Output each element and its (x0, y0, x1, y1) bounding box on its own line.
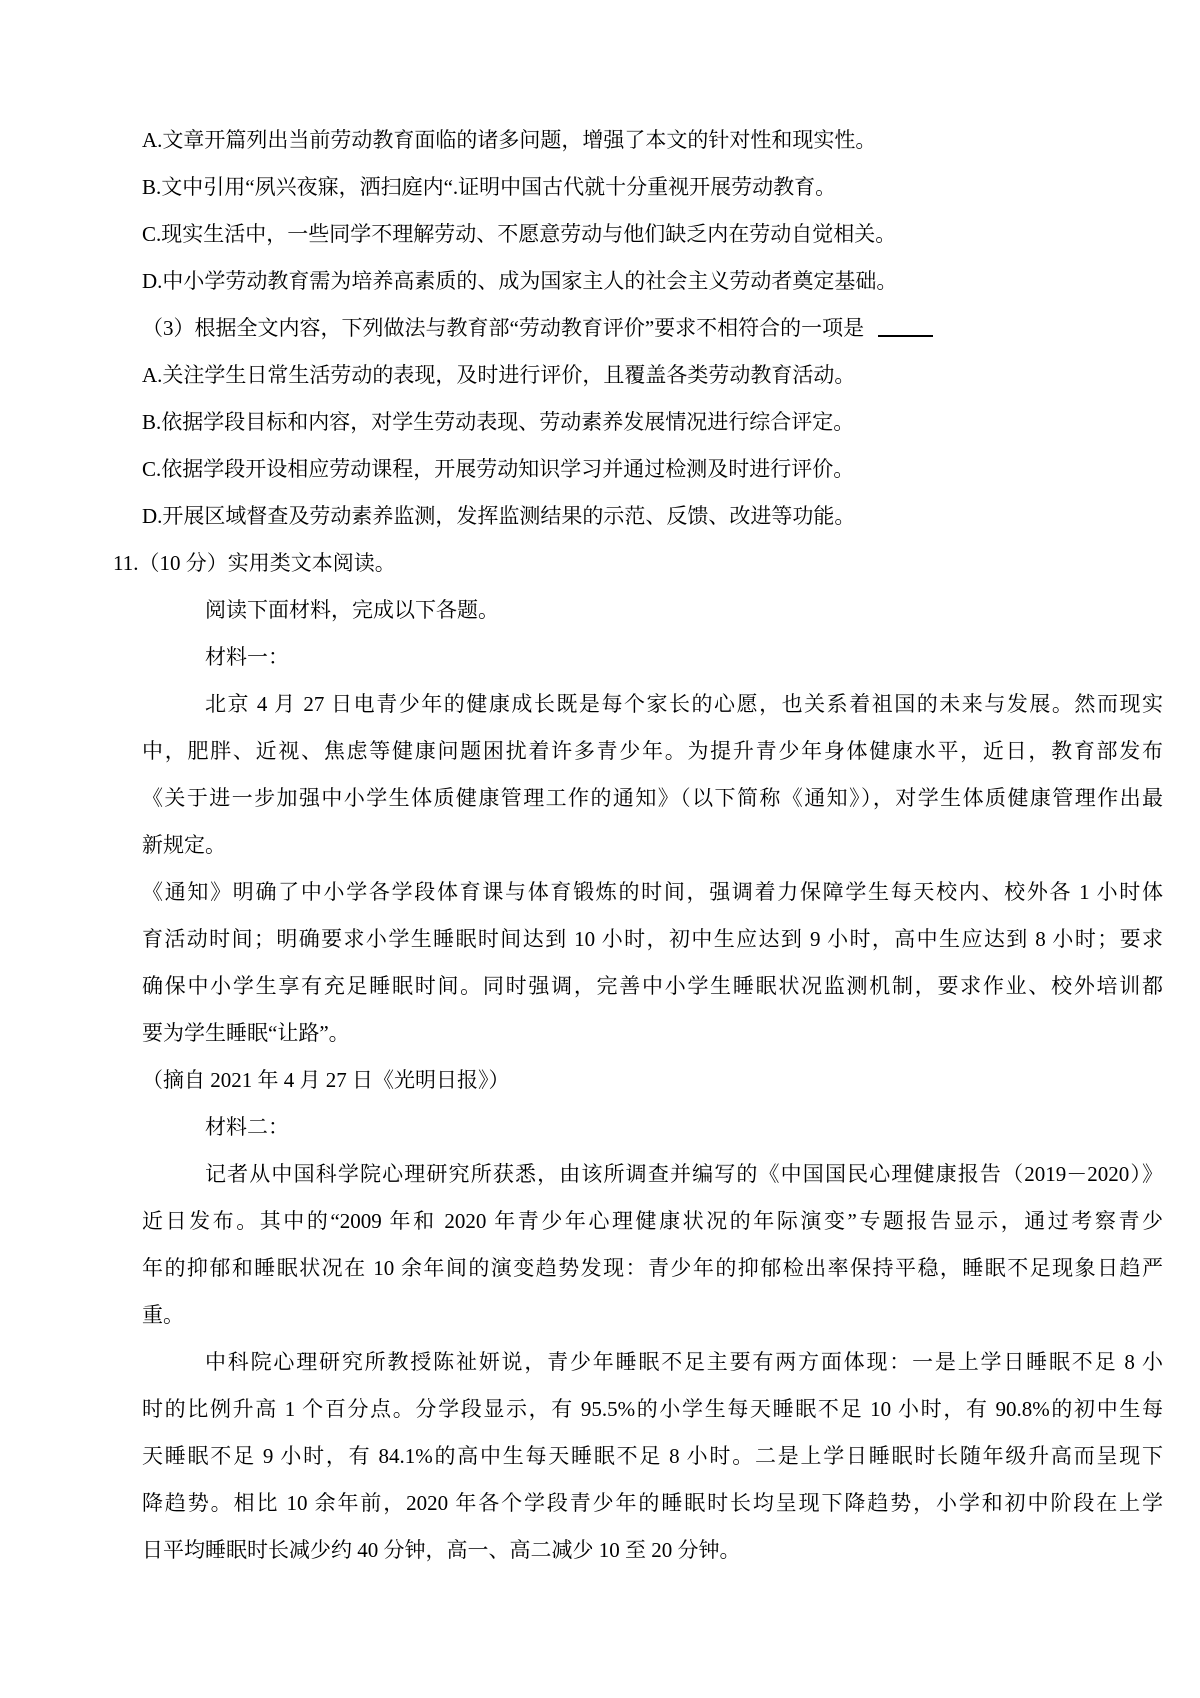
line-text: A.关注学生日常生活劳动的表现，及时进行评价，且覆盖各类劳动教育活动。 (142, 363, 856, 387)
material-1-source (142, 1057, 1163, 1104)
material-2-para-1-line-2 (142, 1198, 1163, 1245)
material-1-para-1-line-4 (142, 822, 1163, 869)
material-2-para-1-line-1 (205, 1151, 1163, 1198)
line-text: 日平均睡眠时长减少约 40 分钟，高一、高二减少 10 至 20 分钟。 (142, 1538, 741, 1562)
material-2-para-2-line-5 (142, 1527, 1163, 1574)
material-1-para-2-line-2 (142, 916, 1163, 963)
line-text: 记者从中国科学院心理研究所获悉，由该所调查并编写的《中国国民心理健康报告（2019－2020）》 (205, 1162, 1163, 1186)
material-2-para-1-line-4 (142, 1292, 1163, 1339)
line-text: 年的抑郁和睡眠状况在 10 余年间的演变趋势发现：青少年的抑郁检出率保持平稳，睡眠不足现象日趋严 (142, 1256, 1163, 1280)
line-text: D.中小学劳动教育需为培养高素质的、成为国家主人的社会主义劳动者奠定基础。 (142, 269, 898, 293)
material-1-para-2-line-4 (142, 1010, 1163, 1057)
line-text: 要为学生睡眠“让路”。 (142, 1021, 350, 1045)
option-10-3-A (142, 352, 1163, 399)
option-10-2-D (142, 258, 1163, 305)
line-text: 新规定。 (142, 833, 226, 857)
material-1-para-1-line-2 (142, 728, 1163, 775)
option-10-2-B (142, 164, 1163, 211)
line-text: （摘自 2021 年 4 月 27 日《光明日报》） (142, 1068, 510, 1092)
line-text: C.依据学段开设相应劳动课程，开展劳动知识学习并通过检测及时进行评价。 (142, 457, 855, 481)
line-text: 材料一： (205, 645, 289, 669)
line-text: 育活动时间；明确要求小学生睡眠时间达到 10 小时，初中生应达到 9 小时，高中生应达到 8 小时；要求 (142, 927, 1163, 951)
material-2-para-1-line-3 (142, 1245, 1163, 1292)
line-text: 确保中小学生享有充足睡眠时间。同时强调，完善中小学生睡眠状况监测机制，要求作业、校外培训都 (142, 974, 1163, 998)
line-text: 北京 4 月 27 日电青少年的健康成长既是每个家长的心愿，也关系着祖国的未来与发展。然而现实 (205, 692, 1163, 716)
line-text: 《通知》明确了中小学各学段体育课与体育锻炼的时间，强调着力保障学生每天校内、校外各 1 小时体 (142, 880, 1163, 904)
line-text: B.依据学段目标和内容，对学生劳动表现、劳动素养发展情况进行综合评定。 (142, 410, 855, 434)
line-text: 材料二： (205, 1115, 289, 1139)
line-text: C.现实生活中，一些同学不理解劳动、不愿意劳动与他们缺乏内在劳动自觉相关。 (142, 222, 897, 246)
question-10-3-stem (142, 305, 1163, 352)
material-2-para-2-line-3 (142, 1433, 1163, 1480)
line-text: （3）根据全文内容，下列做法与教育部“劳动教育评价”要求不相符合的一项是 (142, 316, 865, 340)
option-10-3-C (142, 446, 1163, 493)
material-1-para-1-line-1 (205, 681, 1163, 728)
line-text: B.文中引用“夙兴夜寐，洒扫庭内“.证明中国古代就十分重视开展劳动教育。 (142, 175, 837, 199)
line-text: 重。 (142, 1303, 184, 1327)
line-text: 天睡眠不足 9 小时，有 84.1%的高中生每天睡眠不足 8 小时。二是上学日睡眠时长随年级升高而呈现下 (142, 1444, 1163, 1468)
answer-blank (878, 332, 933, 337)
line-text: A.文章开篇列出当前劳动教育面临的诸多问题，增强了本文的针对性和现实性。 (142, 128, 877, 152)
material-2-para-2-line-4 (142, 1480, 1163, 1527)
material-2-heading (205, 1104, 1163, 1151)
line-text: D.开展区域督查及劳动素养监测，发挥监测结果的示范、反馈、改进等功能。 (142, 504, 856, 528)
option-10-3-D (142, 493, 1163, 540)
line-text: 中科院心理研究所教授陈祉妍说，青少年睡眠不足主要有两方面体现：一是上学日睡眠不足 8 小 (205, 1350, 1163, 1374)
material-2-para-2-line-1 (205, 1339, 1163, 1386)
material-2-para-2-line-2 (142, 1386, 1163, 1433)
instruction-line (205, 587, 1163, 634)
option-10-2-C (142, 211, 1163, 258)
question-11-heading (113, 540, 1163, 587)
option-10-3-B (142, 399, 1163, 446)
line-text: 中，肥胖、近视、焦虑等健康问题困扰着许多青少年。为提升青少年身体健康水平，近日，教育部发布 (142, 739, 1163, 763)
line-text: 降趋势。相比 10 余年前，2020 年各个学段青少年的睡眠时长均呈现下降趋势，小学和初中阶段在上学 (142, 1491, 1163, 1515)
material-1-para-1-line-3 (142, 775, 1163, 822)
line-text: 阅读下面材料，完成以下各题。 (205, 598, 499, 622)
material-1-para-2-line-3 (142, 963, 1163, 1010)
line-text: 11.（10 分）实用类文本阅读。 (113, 551, 396, 575)
material-1-heading (205, 634, 1163, 681)
material-1-para-2-line-1 (142, 869, 1163, 916)
option-10-2-A (142, 117, 1163, 164)
line-text: 时的比例升高 1 个百分点。分学段显示，有 95.5%的小学生每天睡眠不足 10 小时，有 90.8%的初中生每 (142, 1397, 1163, 1421)
line-text: 近日发布。其中的“2009 年和 2020 年青少年心理健康状况的年际演变”专题报告显示，通过考察青少 (142, 1209, 1163, 1233)
line-text: 《关于进一步加强中小学生体质健康管理工作的通知》（以下简称《通知》），对学生体质健康管理作出最 (142, 786, 1163, 810)
